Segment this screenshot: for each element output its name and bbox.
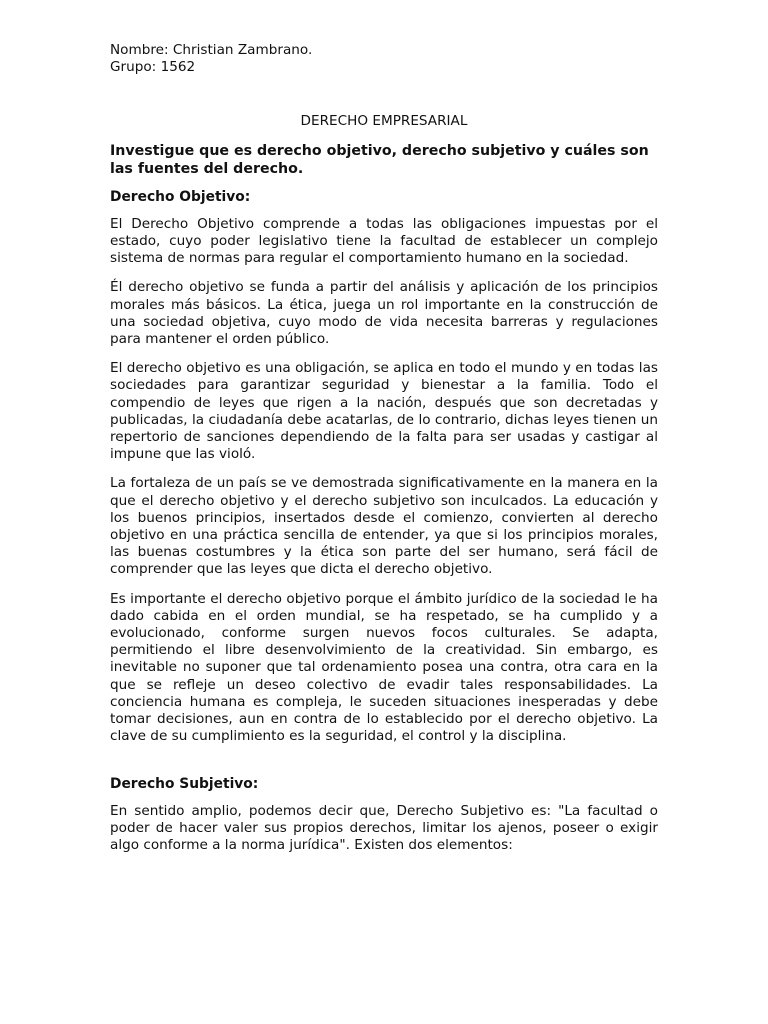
paragraph: Él derecho objetivo se funda a partir del análisis y aplicación de los principios morales más básicos. La ética, juega un rol importante en la construcción de una sociedad objetiva, cuyo modo de vida necesita barreras y regulaciones para mantener el orden público. xyxy=(110,279,658,348)
paragraph: La fortaleza de un país se ve demostrada significativamente en la manera en la que el derecho objetivo y el derecho subjetivo son inculcados. La educación y los buenos principios, insertados desde el comienzo, convierten al derecho objetivo en una práctica sencilla de entender, ya que si los principios morales, las buenas costumbres y la ética son parte del ser humano, será fácil de comprender que las leyes que dicta el derecho objetivo. xyxy=(110,475,658,578)
section-heading-derecho-objetivo: Derecho Objetivo: xyxy=(110,188,251,205)
paragraph: El Derecho Objetivo comprende a todas las obligaciones impuestas por el estado, cuyo poder legislativo tiene la facultad de establecer un complejo sistema de normas para regular el comportamiento humano en la sociedad. xyxy=(110,215,658,267)
paragraph: El derecho objetivo es una obligación, se aplica en todo el mundo y en todas las sociedades para garantizar seguridad y bienestar a la familia. Todo el compendio de leyes que rigen a la nación, después que son decretadas y publicadas, la ciudadanía debe acatarlas, de lo contrario, dichas leyes tienen un repertorio de sanciones dependiendo de la falta para ser usadas y castigar al impune que las violó. xyxy=(110,360,658,463)
document-title: DERECHO EMPRESARIAL xyxy=(300,113,468,130)
section-heading-derecho-subjetivo: Derecho Subjetivo: xyxy=(110,775,259,792)
document-page xyxy=(110,42,658,866)
paragraph: Es importante el derecho objetivo porque el ámbito jurídico de la sociedad le ha dado cabida en el orden mundial, se ha respetado, se ha cumplido y a evolucionado, conforme surgen nuevos focos culturales. Se adapta, permitiendo el libre desenvolvimiento de la creatividad. Sin embargo, es inevitable no suponer que tal ordenamiento posea una contra, otra cara en la que se refleje un deseo colectivo de evadir tales responsabilidades. La conciencia humana es compleja, le suceden situaciones inesperadas y debe tomar decisiones, aun en contra de lo establecido por el derecho objetivo. La clave de su cumplimiento es la seguridad, el control y la disciplina. xyxy=(110,590,658,745)
student-group: Grupo: 1562 xyxy=(110,59,196,76)
assignment-question: Investigue que es derecho objetivo, derecho subjetivo y cuáles son las fuentes del derecho. xyxy=(110,142,649,177)
paragraph: En sentido amplio, podemos decir que, Derecho Subjetivo es: "La facultad o poder de hacer valer sus propios derechos, limitar los ajenos, poseer o exigir algo conforme a la norma jurídica". Existen dos elementos: xyxy=(110,802,658,854)
student-name: Nombre: Christian Zambrano. xyxy=(110,42,313,58)
